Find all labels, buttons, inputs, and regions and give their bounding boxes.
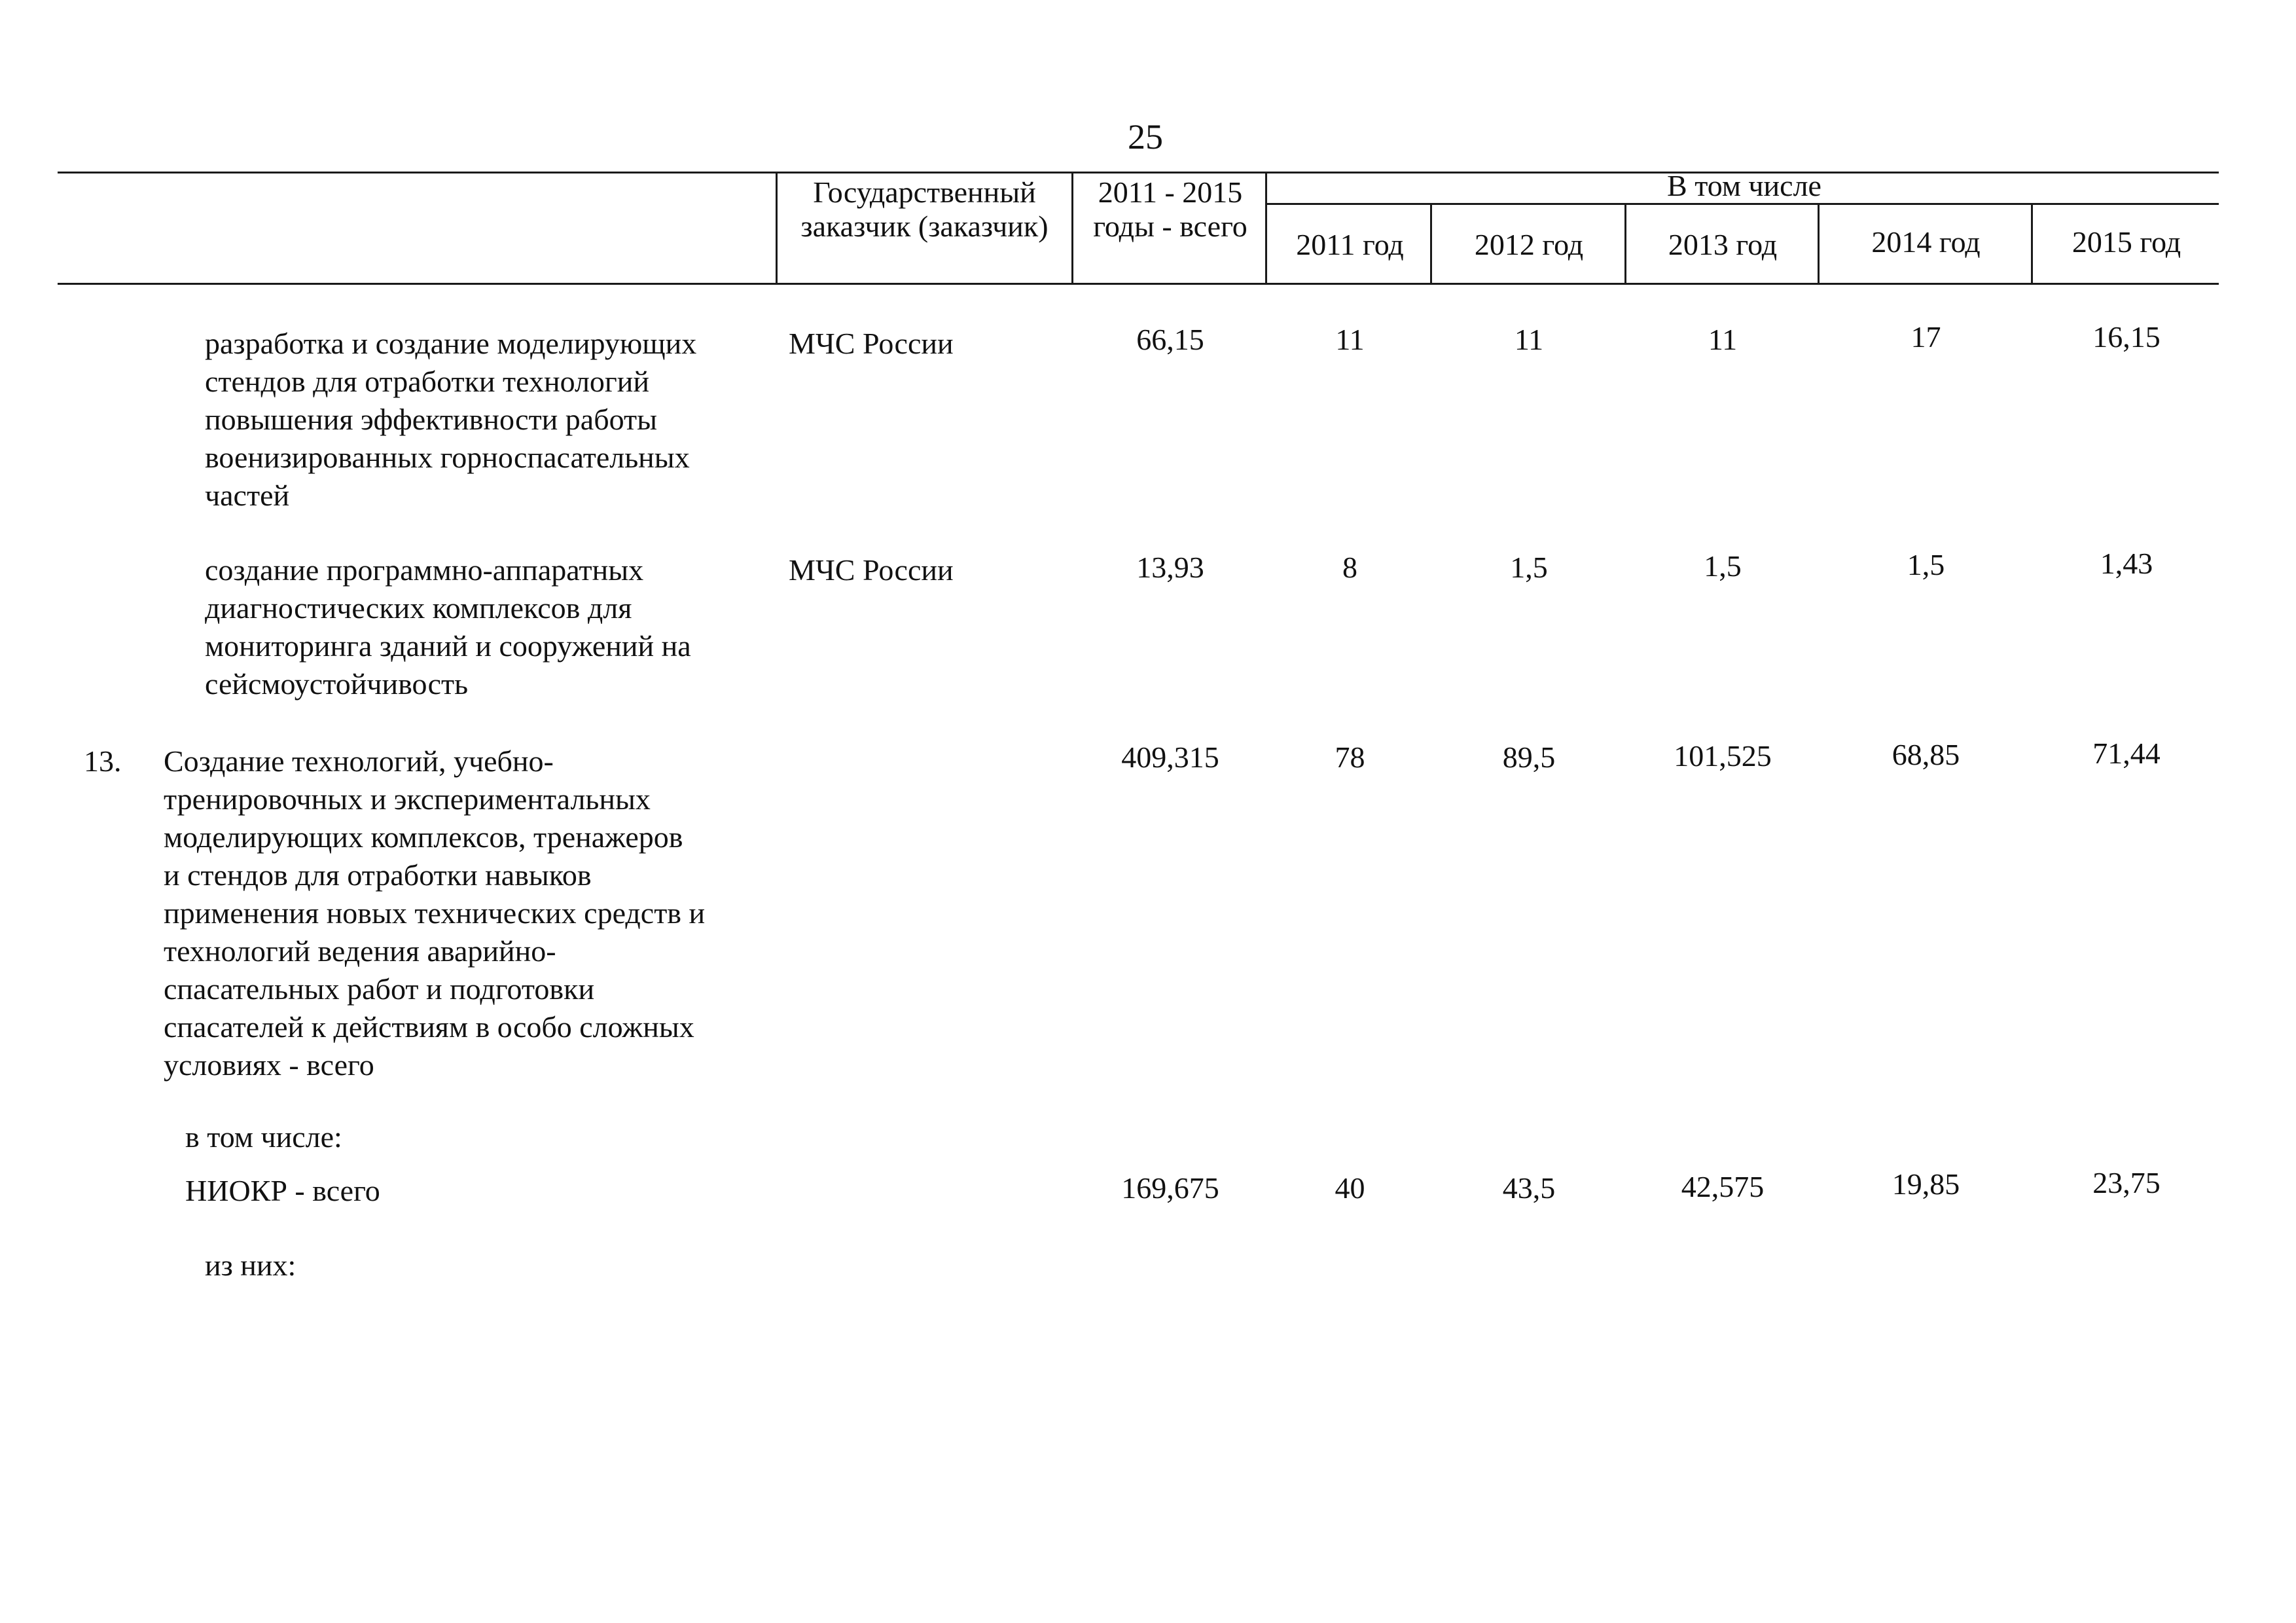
- header-divider: [1071, 172, 1073, 284]
- header-divider: [1430, 204, 1432, 284]
- header-divider: [1624, 204, 1626, 284]
- header-divider: [1818, 204, 1820, 284]
- row-value-2011: 8: [1342, 551, 1357, 584]
- row-value-2015: 1,43: [2100, 547, 2153, 580]
- row-value-2015: 23,75: [2092, 1166, 2161, 1199]
- header-divider: [2031, 204, 2033, 284]
- row-value-2013: 11: [1708, 323, 1738, 356]
- header-year-2012: 2012 год: [1474, 228, 1584, 261]
- row-name: в том числе:: [185, 1120, 342, 1154]
- row-customer: МЧС России: [789, 327, 954, 360]
- row-name: из них:: [205, 1249, 296, 1282]
- row-value-2014: 68,85: [1892, 738, 1960, 771]
- including-subheader-rule: [1266, 203, 2219, 205]
- row-total: 13,93: [1136, 551, 1204, 584]
- row-value-2015: 71,44: [2092, 737, 2161, 770]
- row-name: создание программно-аппаратных диагностических комплексов для мониторинга зданий и сооружений на сейсмоустойчивость: [205, 553, 691, 701]
- header-total: 2011 - 2015 годы - всего: [1093, 175, 1247, 243]
- row-value-2012: 1,5: [1510, 551, 1548, 584]
- row-value-2013: 42,575: [1681, 1170, 1765, 1203]
- row-value-2013: 1,5: [1704, 549, 1742, 583]
- header-customer: Государственный заказчик (заказчик): [800, 175, 1049, 243]
- row-value-2014: 17: [1910, 320, 1941, 354]
- header-divider: [776, 172, 778, 284]
- row-total: 409,315: [1121, 740, 1219, 774]
- row-value-2011: 78: [1335, 740, 1365, 774]
- table-header-bottom-rule: [58, 283, 2219, 285]
- row-value-2012: 89,5: [1502, 740, 1556, 774]
- header-year-2013: 2013 год: [1668, 228, 1778, 261]
- row-name: разработка и создание моделирующих стендов для отработки технологий повышения эффективности работы военизированных горноспасательных частей: [205, 327, 697, 512]
- page-number: 25: [1128, 117, 1163, 156]
- row-value-2011: 11: [1335, 323, 1365, 356]
- row-value-2012: 11: [1514, 323, 1544, 356]
- header-year-2011: 2011 год: [1296, 228, 1404, 261]
- row-name: Создание технологий, учебно- тренировочных и экспериментальных моделирующих комплексов, тренажеров и стендов для отработки навыков применения новых технических средств и технологий ведения аварийно- спасательных работ и подготовки спасателей к действиям в особо сложных условиях - всего: [164, 744, 706, 1082]
- row-total: 66,15: [1136, 323, 1204, 356]
- row-value-2011: 40: [1335, 1171, 1365, 1205]
- row-value-2015: 16,15: [2092, 320, 2161, 354]
- header-divider: [1265, 172, 1267, 284]
- row-value-2014: 19,85: [1892, 1167, 1960, 1201]
- row-value-2014: 1,5: [1907, 548, 1945, 581]
- header-including: В том числе: [1667, 169, 1821, 202]
- header-year-2015: 2015 год: [2072, 225, 2181, 259]
- row-value-2012: 43,5: [1502, 1171, 1556, 1205]
- row-total: 169,675: [1121, 1171, 1219, 1205]
- row-name: НИОКР - всего: [185, 1174, 380, 1207]
- row-customer: МЧС России: [789, 553, 954, 587]
- row-value-2013: 101,525: [1674, 739, 1772, 773]
- row-number: 13.: [84, 744, 122, 778]
- header-year-2014: 2014 год: [1871, 225, 1981, 259]
